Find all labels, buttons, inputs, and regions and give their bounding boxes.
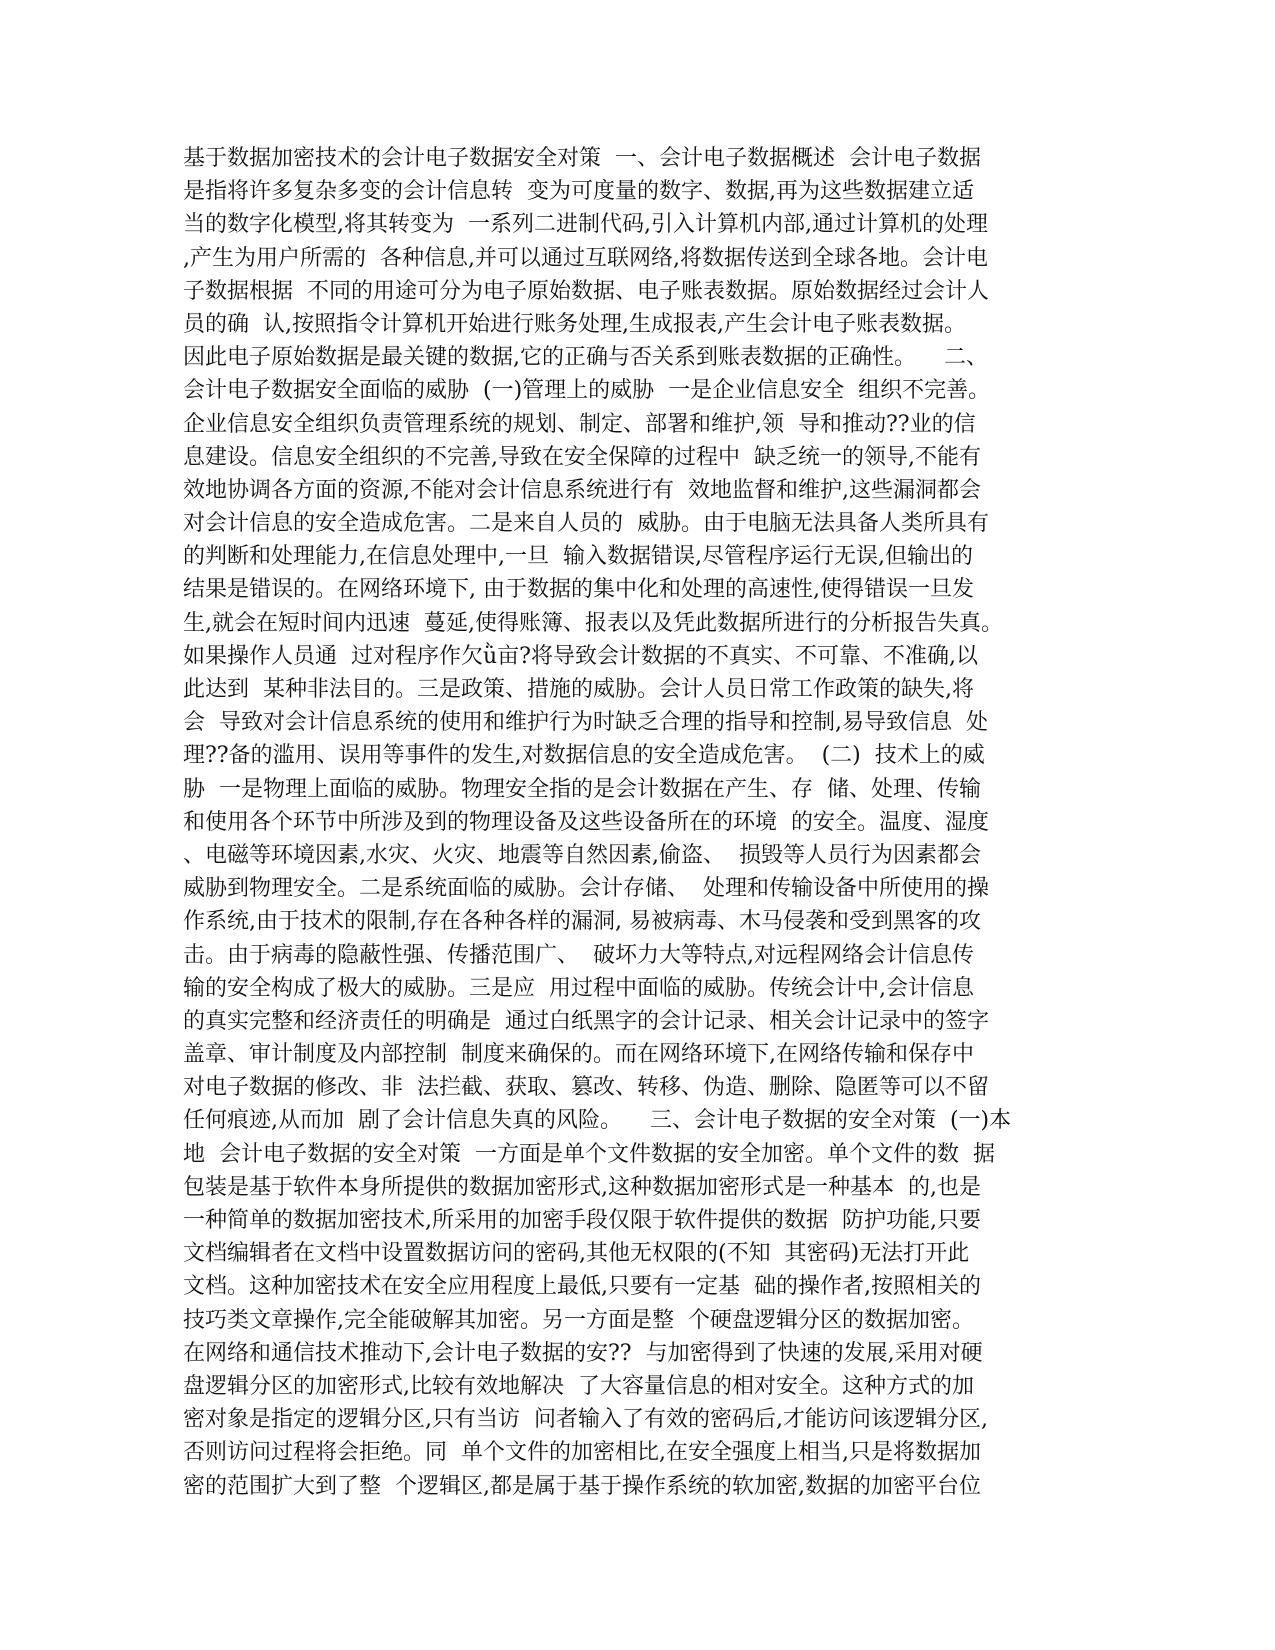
text-line: 地 会计电子数据的安全对策 一方面是单个文件数据的安全加密。单个文件的数 据 bbox=[183, 1141, 995, 1167]
document-body bbox=[183, 142, 1083, 1503]
text-line: 和使用各个环节中所涉及到的物理设备及这些设备所在的环境 的安全。温度、湿度 bbox=[183, 809, 989, 835]
text-line: 此达到 某种非法目的。三是政策、措施的威胁。会计人员日常工作政策的缺失,将 bbox=[183, 677, 974, 702]
text-line: 在网络和通信技术推动下,会计电子数据的安?? 与加密得到了快速的发展,采用对硬 bbox=[183, 1340, 983, 1366]
text-line: 当的数字化模型,将其转变为 一系列二进制代码,引入计算机内部,通过计算机的处理 bbox=[183, 212, 988, 238]
text-line: 结果是错误的。在网络环境下, 由于数据的集中化和处理的高速性,使得错误一旦发 bbox=[183, 577, 974, 603]
text-line: 盘逻辑分区的加密形式,比较有效地解决 了大容量信息的相对安全。这种方式的加 bbox=[183, 1373, 974, 1399]
text-line: 技巧类文章操作,完全能破解其加密。另一方面是整 个硬盘逻辑分区的数据加密。 bbox=[183, 1307, 974, 1333]
text-line: 生,就会在短时间内迅速 蔓延,使得账簿、报表以及凭此数据所进行的分析报告失真。 bbox=[183, 610, 1003, 636]
text-line: 任何痕迹,从而加 剧了会计信息失真的风险。 三、会计电子数据的安全对策 (一)本 bbox=[183, 1108, 1012, 1134]
text-line: 基于数据加密技术的会计电子数据安全对策 一、会计电子数据概述 会计电子数据 bbox=[183, 146, 981, 171]
text-line: 文档编辑者在文档中设置数据访问的密码,其他无权限的(不知 其密码)无法打开此 bbox=[183, 1241, 970, 1267]
text-line: 会计电子数据安全面临的威胁 (一)管理上的威胁 一是企业信息安全 组织不完善。 bbox=[183, 378, 991, 404]
text-line: 胁 一是物理上面临的威胁。物理安全指的是会计数据在产生、存 储、处理、传输 bbox=[183, 776, 981, 802]
text-line: 否则访问过程将会拒绝。同 单个文件的加密相比,在安全强度上相当,只是将数据加 bbox=[183, 1440, 981, 1466]
text-line: 效地协调各方面的资源,不能对会计信息系统进行有 效地监督和维护,这些漏洞都会 bbox=[183, 477, 981, 503]
text-line: 对电子数据的修改、非 法拦截、获取、篡改、转移、伪造、删除、隐匿等可以不留 bbox=[183, 1075, 989, 1101]
text-line: 击。由于病毒的隐蔽性强、传播范围广、 破坏力大等特点,对远程网络会计信息传 bbox=[183, 942, 974, 968]
text-line: 包装是基于软件本身所提供的数据加密形式,这种数据加密形式是一种基本 的,也是 bbox=[183, 1174, 981, 1200]
text-line: 是指将许多复杂多变的会计信息转 变为可度量的数字、数据,再为这些数据建立适 bbox=[183, 179, 974, 205]
text-line: 作系统,由于技术的限制,存在各种各样的漏洞, 易被病毒、木马侵袭和受到黑客的攻 bbox=[183, 909, 981, 935]
text-line: 员的确 认,按照指令计算机开始进行账务处理,生成报表,产生会计电子账表数据。 bbox=[183, 311, 966, 337]
text-line: 如果操作人员通 过对程序作欠ǜ亩?将导致会计数据的不真实、不可靠、不准确,以 bbox=[183, 643, 978, 669]
text-line: 的真实完整和经济责任的明确是 通过白纸黑字的会计记录、相关会计记录中的签字 bbox=[183, 1008, 989, 1034]
text-line: 一种简单的数据加密技术,所采用的加密手段仅限于软件提供的数据 防护功能,只要 bbox=[183, 1208, 981, 1233]
text-line: 因此电子原始数据是最关键的数据,它的正确与否关系到账表数据的正确性。 二、 bbox=[183, 345, 988, 371]
text-line: 息建设。信息安全组织的不完善,导致在安全保障的过程中 缺乏统一的领导,不能有 bbox=[183, 444, 981, 470]
text-line: 子数据根据 不同的用途可分为电子原始数据、电子账表数据。原始数据经过会计人 bbox=[183, 278, 989, 304]
text-line: 文档。这种加密技术在安全应用程度上最低,只要有一定基 础的操作者,按照相关的 bbox=[183, 1274, 981, 1300]
text-line: 会 导致对会计信息系统的使用和维护行为时缺乏合理的指导和控制,易导致信息 处 bbox=[183, 710, 988, 736]
text-line: 的判断和处理能力,在信息处理中,一旦 输入数据错误,尽管程序运行无误,但输出的 bbox=[183, 544, 973, 570]
text-line: 理??备的滥用、误用等事件的发生,对数据信息的安全造成危害。 (二) 技术上的威 bbox=[183, 743, 985, 769]
text-line: 对会计信息的安全造成危害。二是来自人员的 威胁。由于电脑无法具备人类所具有 bbox=[183, 511, 989, 537]
text-line: 威胁到物理安全。二是系统面临的威胁。会计存储、 处理和传输设备中所使用的操 bbox=[183, 876, 989, 902]
text-line: 密对象是指定的逻辑分区,只有当访 问者输入了有效的密码后,才能访问该逻辑分区, bbox=[183, 1407, 988, 1433]
text-line: 密的范围扩大到了整 个逻辑区,都是属于基于操作系统的软加密,数据的加密平台位 bbox=[183, 1473, 981, 1499]
text-line: 企业信息安全组织负责管理系统的规划、制定、部署和维护,领 导和推动??业的信 bbox=[183, 411, 976, 437]
text-line: ,产生为用户所需的 各种信息,并可以通过互联网络,将数据传送到全球各地。会计电 bbox=[183, 245, 988, 271]
text-line: 、电磁等环境因素,水灾、火灾、地震等自然因素,偷盗、 损毁等人员行为因素都会 bbox=[183, 842, 981, 868]
text-line: 盖章、审计制度及内部控制 制度来确保的。而在网络环境下,在网络传输和保存中 bbox=[183, 1042, 974, 1068]
text-line: 输的安全构成了极大的威胁。三是应 用过程中面临的威胁。传统会计中,会计信息 bbox=[183, 975, 974, 1001]
